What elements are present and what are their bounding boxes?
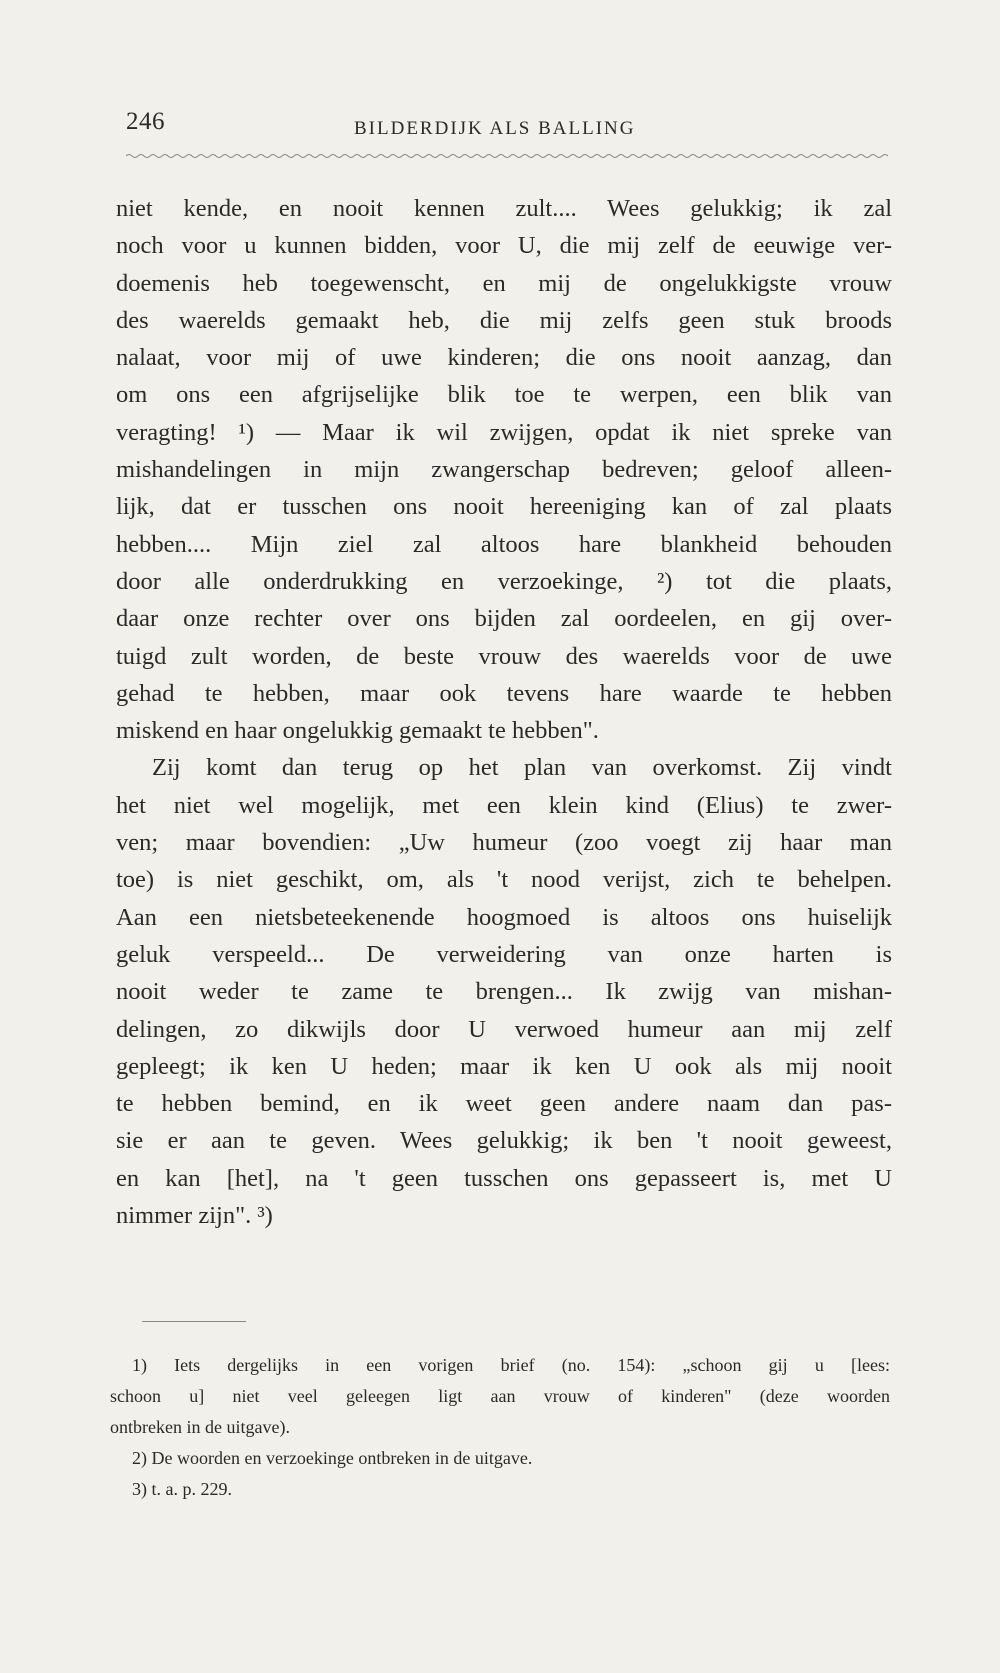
body-line: veragting! ¹) — Maar ik wil zwijgen, opdat ik niet spreke van [116,418,892,446]
body-line: te hebben bemind, en ik weet geen andere naam dan pas- [116,1090,892,1118]
body-line: gehad te hebben, maar ook tevens hare waarde te hebben [116,679,892,707]
body-line: en kan [het], na 't geen tusschen ons gepasseert is, met U [116,1164,892,1192]
body-text [116,190,892,1234]
body-line: hebben.... Mijn ziel zal altoos hare blankheid behouden [116,530,892,558]
body-line: des waerelds gemaakt heb, die mij zelfs geen stuk broods [116,306,892,334]
page-number: 246 [126,108,165,135]
footnote-line: ontbreken in de uitgave). [110,1417,290,1437]
body-line: ven; maar bovendien: „Uw humeur (zoo voegt zij haar man [116,829,892,857]
body-line: toe) is niet geschikt, om, als 't nood verijst, zich te behelpen. [116,866,892,894]
body-line: door alle onderdrukking en verzoekinge, ²) tot die plaats, [116,567,892,595]
footnote-line: schoon u] niet veel geleegen ligt aan vrouw of kinderen" (deze woorden [110,1386,890,1406]
body-line: lijk, dat er tusschen ons nooit hereeniging kan of zal plaats [116,493,892,521]
body-line: nooit weder te zame te brengen... Ik zwijg van mishan- [116,978,892,1006]
footnote-line: 1) Iets dergelijks in een vorigen brief (no. 154): „schoon gij u [lees: [132,1355,890,1375]
body-line: om ons een afgrijselijke blik toe te werpen, een blik van [116,381,892,409]
body-line: noch voor u kunnen bidden, voor U, die mij zelf de eeuwige ver- [116,232,892,260]
body-line: het niet wel mogelijk, met een klein kind (Elius) te zwer- [116,791,892,819]
footnote-line: 2) De woorden en verzoekinge ontbreken in de uitgave. [132,1448,533,1468]
body-line: geluk verspeeld... De verweidering van onze harten is [116,940,892,968]
body-line: doemenis heb toegewenscht, en mij de ongelukkigste vrouw [116,269,892,297]
footnote-line: 3) t. a. p. 229. [132,1479,232,1499]
running-title: BILDERDIJK ALS BALLING [354,118,636,139]
header-wavy-rule [126,153,888,159]
body-line: Zij komt dan terug op het plan van overkomst. Zij vindt [152,754,892,782]
body-line: delingen, zo dikwijls door U verwoed humeur aan mij zelf [116,1015,892,1043]
running-head [126,108,889,148]
body-line: miskend en haar ongelukkig gemaakt te hebben". [116,717,599,745]
body-line: niet kende, en nooit kennen zult.... Wees gelukkig; ik zal [116,195,892,222]
body-line: gepleegt; ik ken U heden; maar ik ken U ook als mij nooit [116,1052,892,1080]
footnotes [110,1350,890,1505]
body-line: nimmer zijn". ³) [116,1202,273,1230]
body-line: daar onze rechter over ons bijden zal oordeelen, en gij over- [116,605,892,633]
body-line: sie er aan te geven. Wees gelukkig; ik ben 't nooit geweest, [116,1127,892,1155]
footnote-divider [142,1321,246,1322]
body-line: mishandelingen in mijn zwangerschap bedreven; geloof alleen- [116,456,892,484]
body-line: nalaat, voor mij of uwe kinderen; die ons nooit aanzag, dan [116,344,892,372]
body-line: tuigd zult worden, de beste vrouw des waerelds voor de uwe [116,642,892,670]
body-line: Aan een nietsbeteekenende hoogmoed is altoos ons huiselijk [116,903,892,931]
